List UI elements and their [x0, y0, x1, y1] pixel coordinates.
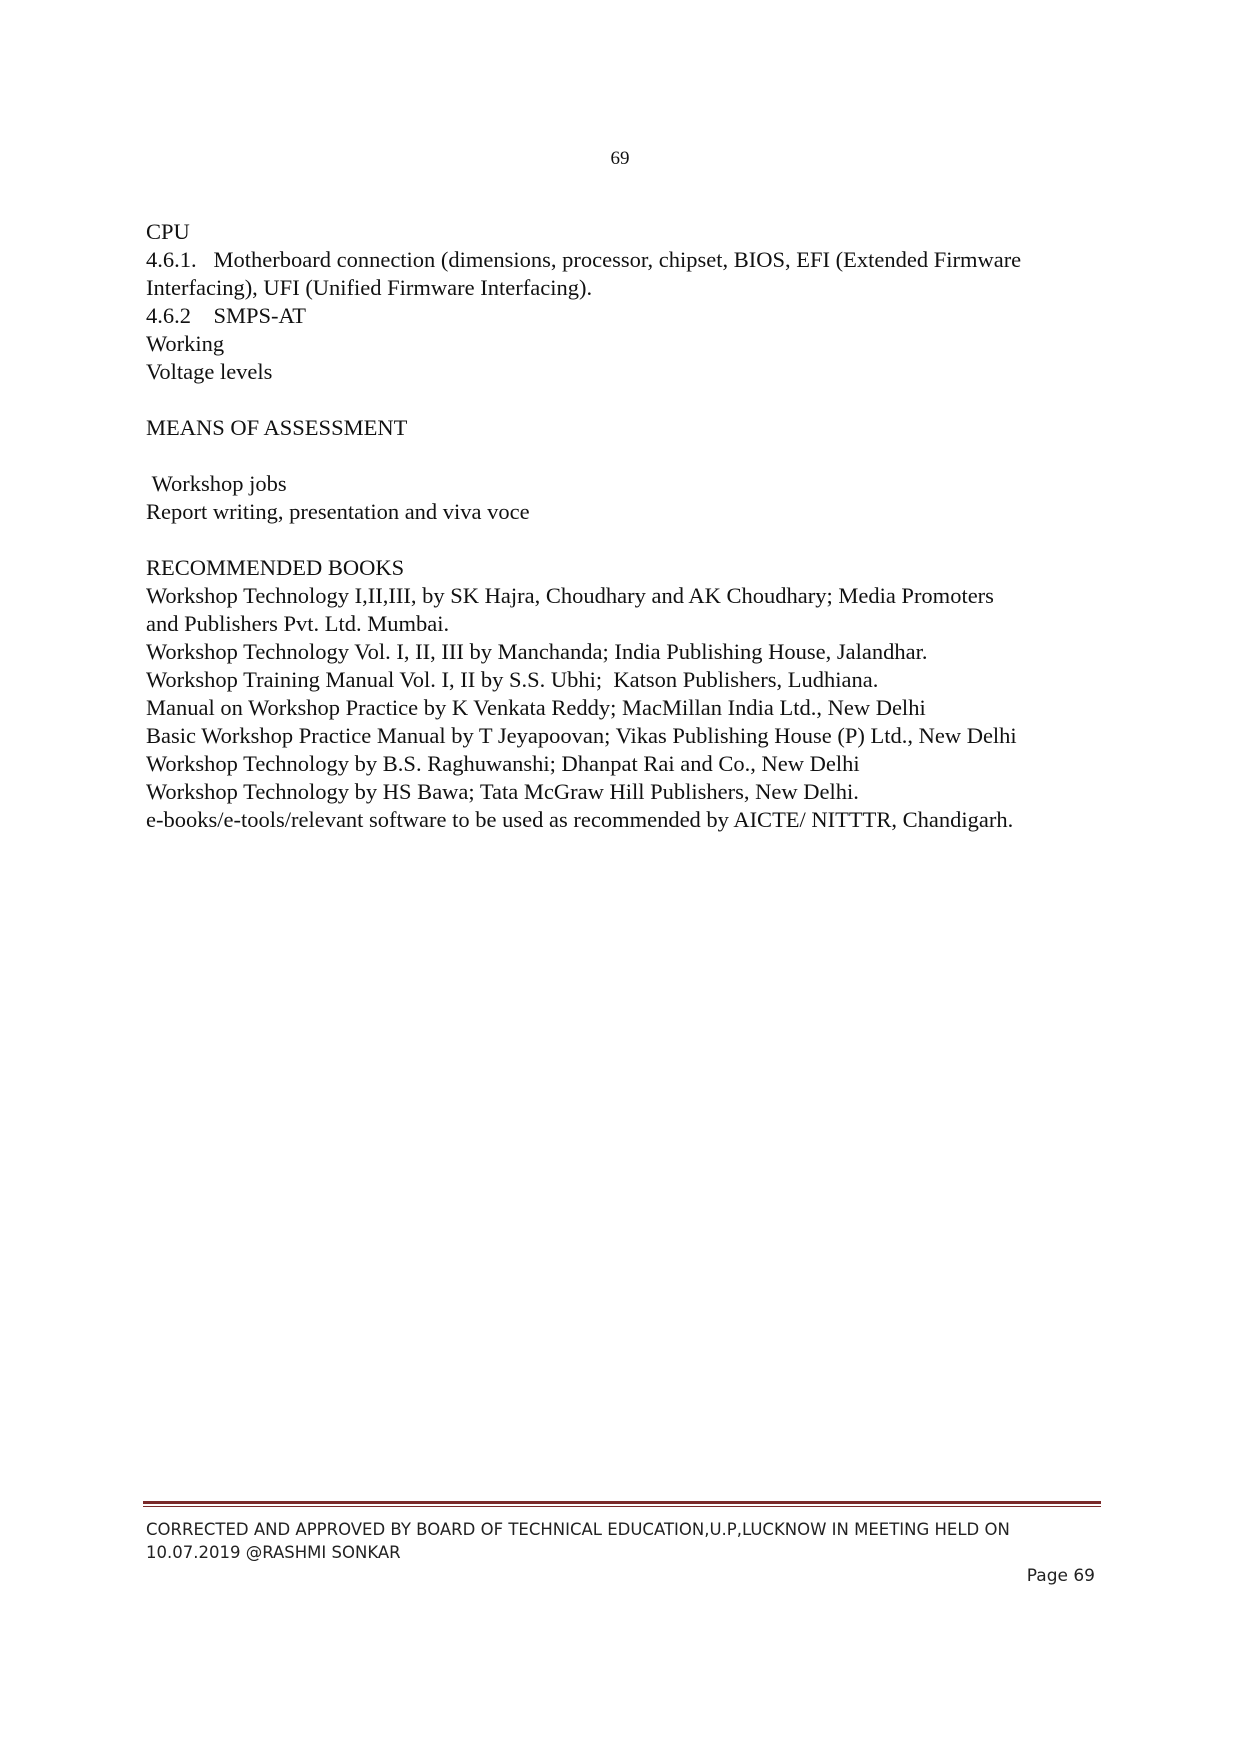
book-line: Basic Workshop Practice Manual by T Jeyapoovan; Vikas Publishing House (P) Ltd., New Delhi — [146, 723, 1017, 748]
spacer — [146, 442, 1106, 470]
book-line: and Publishers Pvt. Ltd. Mumbai. — [146, 611, 450, 636]
assessment-heading: MEANS OF ASSESSMENT — [146, 415, 408, 440]
footer-divider — [143, 1501, 1101, 1507]
voltage-levels-text: Voltage levels — [146, 359, 273, 384]
footer-page-label: Page 69 — [1026, 1566, 1095, 1586]
footer-approval-note — [146, 1518, 1106, 1564]
footer-line2: 10.07.2019 @RASHMI SONKAR — [146, 1543, 401, 1562]
footer-line1: CORRECTED AND APPROVED BY BOARD OF TECHNICAL EDUCATION,U.P,LUCKNOW IN MEETING HELD ON — [146, 1520, 1010, 1539]
book-line: e-books/e-tools/relevant software to be used as recommended by AICTE/ NITTTR, Chandigarh. — [146, 807, 1014, 832]
item-4-6-1-line2: Interfacing), UFI (Unified Firmware Interfacing). — [146, 275, 593, 300]
assessment-item: Workshop jobs — [146, 471, 287, 496]
cpu-heading: CPU — [146, 219, 190, 244]
spacer — [146, 386, 1106, 414]
page-content — [146, 218, 1106, 834]
item-4-6-2: 4.6.2 SMPS-AT — [146, 303, 307, 328]
book-line: Workshop Technology by B.S. Raghuwanshi; Dhanpat Rai and Co., New Delhi — [146, 751, 860, 776]
spacer — [146, 526, 1106, 554]
books-heading: RECOMMENDED BOOKS — [146, 555, 405, 580]
page-number-top: 69 — [610, 148, 630, 169]
book-line: Workshop Technology Vol. I, II, III by Manchanda; India Publishing House, Jalandhar. — [146, 639, 928, 664]
book-line: Workshop Technology I,II,III, by SK Hajra, Choudhary and AK Choudhary; Media Promoters — [146, 583, 994, 608]
book-line: Manual on Workshop Practice by K Venkata Reddy; MacMillan India Ltd., New Delhi — [146, 695, 926, 720]
book-line: Workshop Technology by HS Bawa; Tata McGraw Hill Publishers, New Delhi. — [146, 779, 859, 804]
assessment-item: Report writing, presentation and viva voce — [146, 499, 530, 524]
working-text: Working — [146, 331, 225, 356]
item-4-6-1-line1: 4.6.1. Motherboard connection (dimensions, processor, chipset, BIOS, EFI (Extended Firmware — [146, 247, 1022, 272]
book-line: Workshop Training Manual Vol. I, II by S.S. Ubhi; Katson Publishers, Ludhiana. — [146, 667, 879, 692]
